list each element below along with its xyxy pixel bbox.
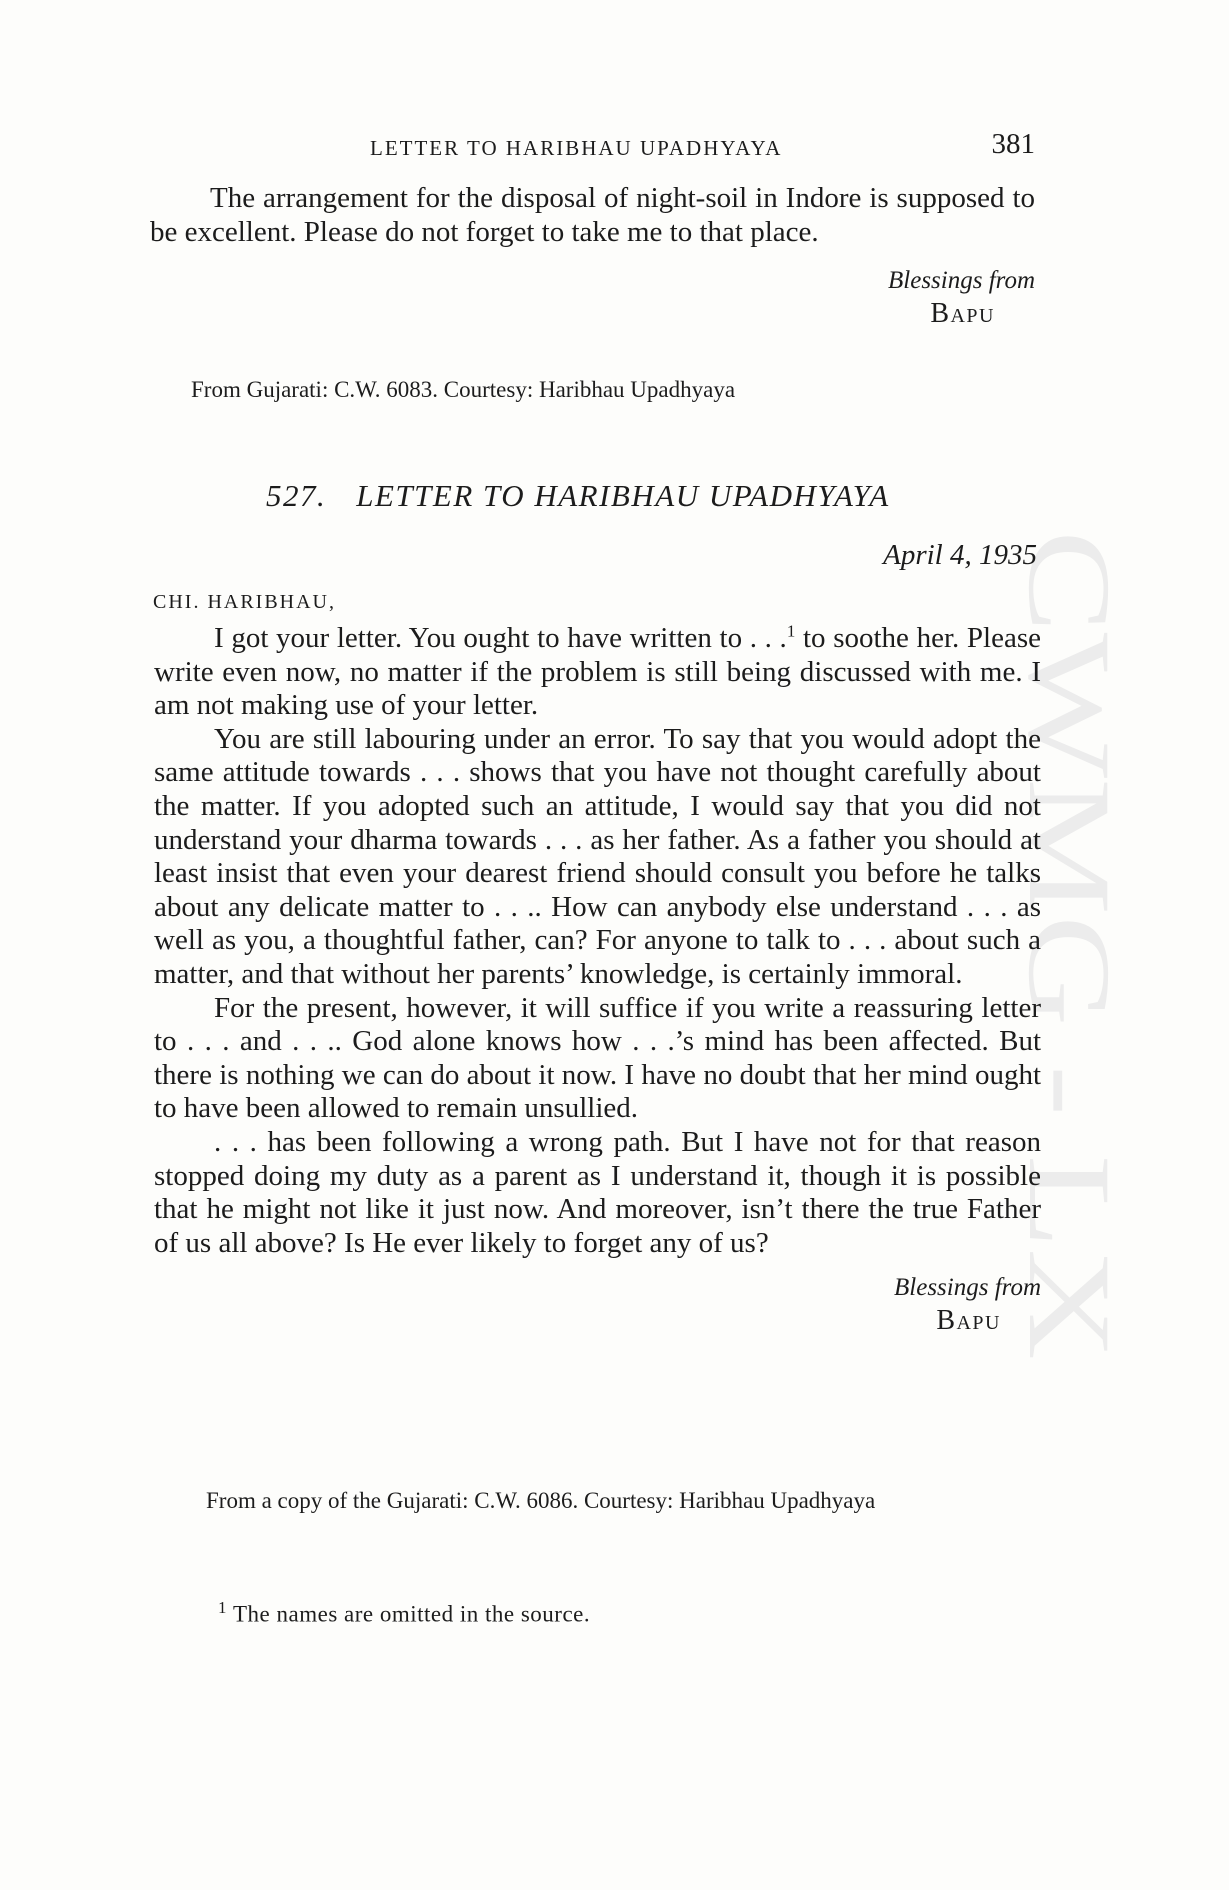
paragraph-text: to soothe her. Please write even now, no matter if the problem is still being discussed with me. I am not making use of your letter. [154, 622, 1041, 722]
source-note: From a copy of the Gujarati: C.W. 6086. Courtesy: Haribhau Upadhyaya [206, 1488, 876, 1513]
page-number: 381 [991, 128, 1035, 160]
paragraph-text: I got your letter. You ought to have written to . . . [214, 622, 787, 654]
running-title: LETTER TO HARIBHAU UPADHYAYA [370, 136, 783, 160]
footnote [218, 1598, 590, 1628]
signature: Bapu [930, 298, 995, 330]
footnote-reference: 1 [786, 621, 796, 641]
previous-letter-ending [150, 182, 1035, 331]
running-head [150, 128, 1035, 168]
letter-number: 527. [266, 478, 327, 513]
letter-paragraph: For the present, however, it will suffice if you write a reassuring letter to . . . and . . .. God alone knows how . . .’s mind has been affected. But there is nothing we can do about it now. I have no doubt that her mind ought to have been allowed to remain unsullied. [154, 991, 1041, 1125]
closing-blessings: Blessings from [888, 267, 1035, 295]
letter-paragraph: You are still labouring under an error. To say that you would adopt the same attitude towards . . . shows that you have not thought carefully about the matter. If you adopted such an attitude, I would say that you did not understand your dharma towards . . . as her father. As a father you should at least insist that even your dearest friend should consult you before he talks about any delicate matter to . . .. How can anybody else understand . . . as well as you, a thoughtful father, can? For anyone to talk to . . . about such a matter, and that without her parents’ knowledge, is certainly immoral. [154, 722, 1041, 990]
letter-heading [266, 478, 1026, 514]
footnote-mark: 1 [218, 1598, 227, 1617]
letter-title: LETTER TO HARIBHAU UPADHYAYA [356, 478, 890, 513]
source-note: From Gujarati: C.W. 6083. Courtesy: Haribhau Upadhyaya [191, 377, 736, 402]
salutation: CHI. HARIBHAU, [153, 591, 336, 613]
previous-letter-paragraph: The arrangement for the disposal of night-soil in Indore is supposed to be excellent. Please do not forget to take me to that place. [150, 182, 1035, 248]
letter-date: April 4, 1935 [883, 539, 1037, 571]
watermark-text: CWMG - LX [1004, 530, 1135, 1166]
letter-paragraph: . . . has been following a wrong path. But I have not for that reason stopped doing my duty as a parent as I understand it, though it is possible that he might not like it just now. And moreover, isn’t there the true Father of us all above? Is He ever likely to forget any of us? [154, 1125, 1041, 1259]
footnote-text: The names are omitted in the source. [233, 1601, 591, 1627]
signature: Bapu [936, 1305, 1001, 1337]
closing-blessings: Blessings from [894, 1274, 1041, 1302]
letter-body [154, 622, 1041, 1338]
letter-paragraph [154, 622, 1041, 723]
